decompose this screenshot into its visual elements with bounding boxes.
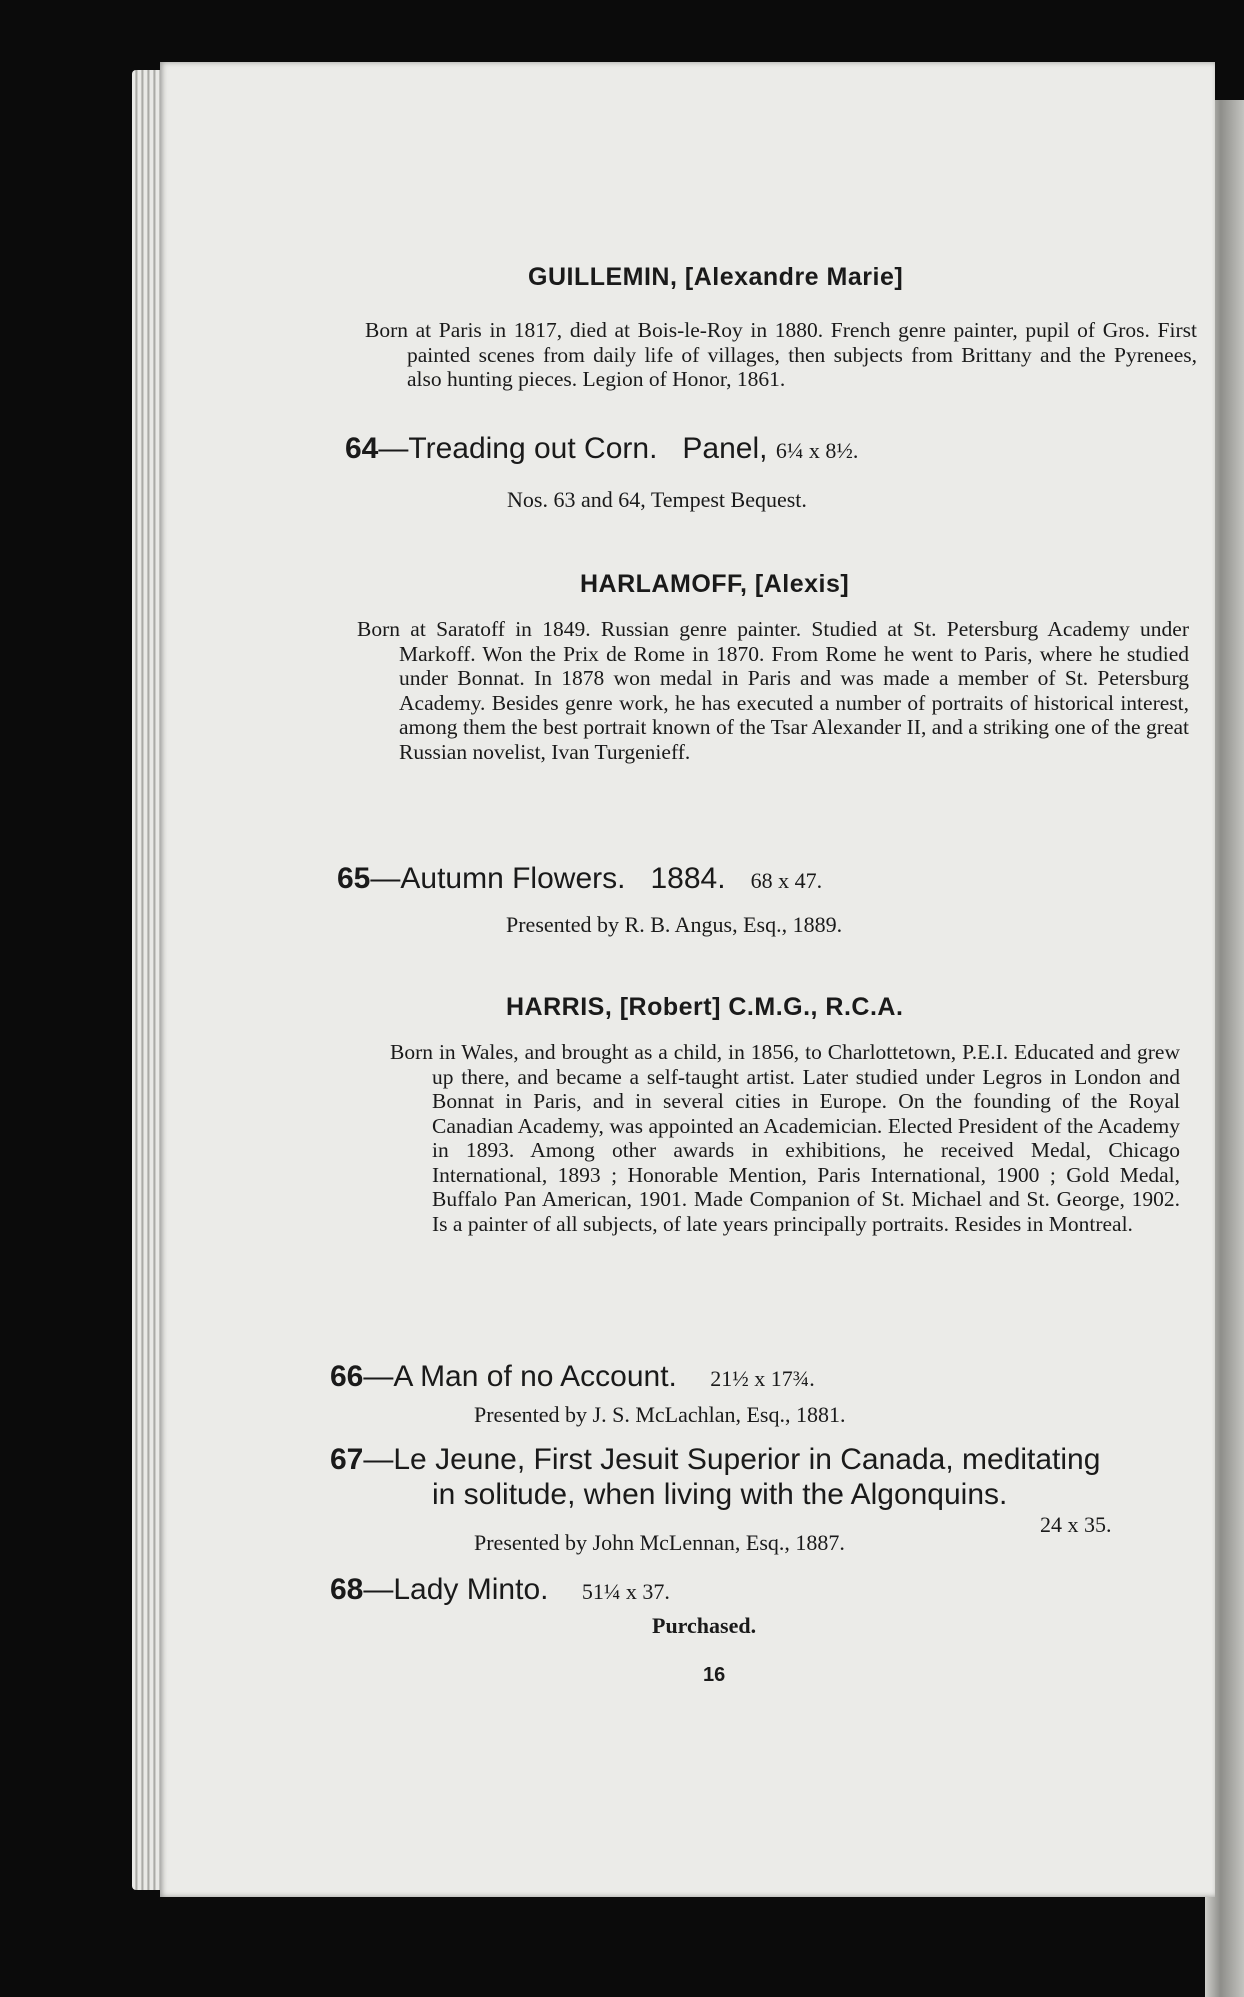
item-dimensions: 68 x 47. — [750, 868, 823, 893]
item-title: Lady Minto. — [393, 1573, 549, 1606]
item-note-68: Purchased. — [652, 1613, 757, 1638]
item-number: 64 — [345, 432, 379, 465]
dash: — — [378, 432, 409, 465]
item-title: Autumn Flowers. — [400, 862, 626, 895]
item-dimensions: 6¼ x 8½. — [775, 438, 859, 463]
item-number: 67 — [330, 1443, 364, 1476]
dash: — — [363, 1360, 394, 1393]
catalogue-item-67 — [330, 1443, 1100, 1477]
page-number: 16 — [703, 1664, 726, 1686]
item-note-65: Presented by R. B. Angus, Esq., 1889. — [506, 912, 843, 937]
item-number: 66 — [330, 1360, 364, 1393]
catalogue-item-65 — [337, 862, 822, 896]
item-note-66: Presented by J. S. McLachlan, Esq., 1881. — [474, 1402, 846, 1427]
dash: — — [363, 1573, 394, 1606]
artist-heading-harlamoff: HARLAMOFF, [Alexis] — [580, 570, 850, 598]
item-number: 65 — [337, 862, 371, 895]
item-dimensions: 51¼ x 37. — [581, 1579, 670, 1604]
artist-bio-harris: Born in Wales, and brought as a child, in 1856, to Charlottetown, P.E.I. Educated and grew up there, and became a self-taught artist. Later studied under Legros in London and Bonnat in Paris, and in several cities in Europe. On the founding of the Royal Canadian Academy, was appointed an Academician. Elected President of the Academy in 1893. Among other awards in exhibitions, he received Medal, Chicago International, 1893 ; Honorable Mention, Paris International, 1900 ; Gold Medal, Buffalo Pan American, 1901. Made Companion of St. Michael and St. George, 1902. Is a painter of all subjects, of late years principally portraits. Resides in Montreal. — [390, 1040, 1180, 1236]
item-year: 1884. — [650, 862, 726, 895]
item-title: A Man of no Account. — [393, 1360, 677, 1393]
item-dimensions-67: 24 x 35. — [1040, 1512, 1112, 1537]
artist-heading-guillemin: GUILLEMIN, [Alexandre Marie] — [528, 263, 904, 291]
artist-heading-harris: HARRIS, [Robert] C.M.G., R.C.A. — [506, 993, 904, 1021]
dash: — — [363, 1443, 394, 1476]
catalogue-item-66 — [330, 1360, 815, 1394]
catalogue-item-68 — [330, 1573, 670, 1607]
item-number: 68 — [330, 1573, 364, 1606]
artist-bio-guillemin: Born at Paris in 1817, died at Bois-le-Roy in 1880. French genre painter, pupil of Gros. First painted scenes from daily life of villages, then subjects from Brittany and the Pyrenees, also hunting pieces. Legion of Honor, 1861. — [365, 318, 1197, 391]
item-note-67: Presented by John McLennan, Esq., 1887. — [474, 1530, 845, 1555]
item-dimensions: 21½ x 17¾. — [710, 1366, 815, 1391]
item-title-line2: in solitude, when living with the Algonquins. — [432, 1478, 1008, 1511]
item-title: Treading out Corn. — [408, 432, 658, 465]
item-note-64: Nos. 63 and 64, Tempest Bequest. — [507, 487, 807, 512]
item-medium: Panel, — [682, 432, 768, 465]
dash: — — [370, 862, 401, 895]
item-title-line1: Le Jeune, First Jesuit Superior in Canada, meditating — [393, 1443, 1101, 1476]
catalogue-item-64 — [345, 432, 858, 466]
artist-bio-harlamoff: Born at Saratoff in 1849. Russian genre painter. Studied at St. Petersburg Academy under Markoff. Won the Prix de Rome in 1870. From Rome he went to Paris, where he studied under Bonnat. In 1878 won medal in Paris and was made a member of St. Petersburg Academy. Besides genre work, he has executed a number of portraits of historical interest, among them the best portrait known of the Tsar Alexander II, and a striking one of the great Russian novelist, Ivan Turgenieff. — [357, 617, 1189, 764]
